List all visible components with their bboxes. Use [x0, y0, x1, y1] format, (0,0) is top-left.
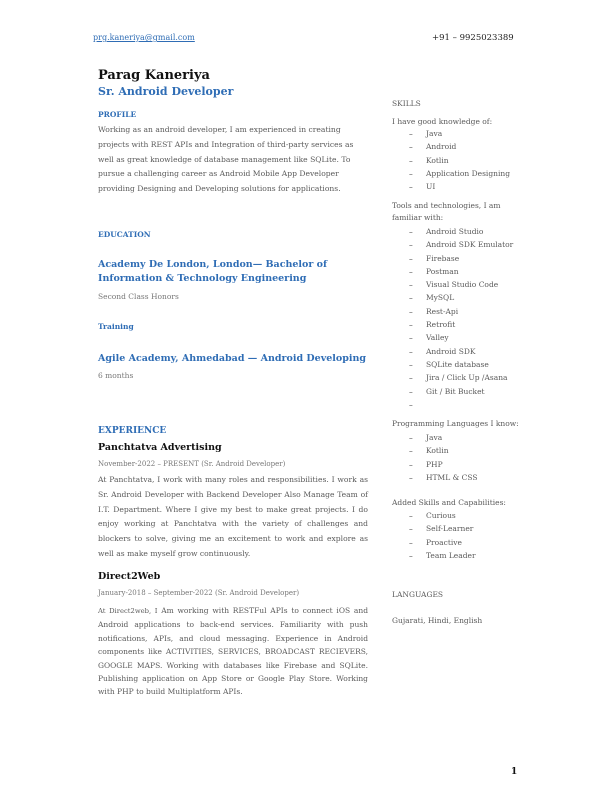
experience-heading: EXPERIENCE — [98, 426, 167, 436]
list-item: – Git / Bit Bucket — [392, 385, 532, 398]
list-item: – Visual Studio Code — [392, 278, 532, 291]
education-detail: Second Class Honors — [98, 292, 179, 301]
added-skills-intro: Added Skills and Capabilities: — [392, 498, 506, 507]
job-2-text-body: Am working with RESTFul APIs to connect iOS and Android applications to back-end services. Familiarity with push notifications, APIs, and cloud messaging. Experience in Android components like ACTIVITIES, SERVICES, BROADCAST RECIEVERS, GOOGLE MAPS. Working with databases like Firebase and SQLite. Publishing application on App Store or Google Play Store. Working with PHP to build Multiplatform APIs. — [98, 606, 368, 697]
tools-intro: Tools and technologies, I am familiar with: — [392, 201, 501, 222]
phone-number: +91 – 9925023389 — [432, 33, 514, 43]
profile-heading: PROFILE — [98, 110, 137, 119]
profile-text: Working as an android developer, I am experienced in creating projects with REST APIs and Integration of third-party services as well as great knowledge of database management like SQLite. To pursue a challenging career as Android Mobile App Developer providing Designing and Developing solutions for applications. — [98, 125, 354, 194]
list-item: – Kotlin — [392, 444, 532, 457]
list-item: – Proactive — [392, 536, 532, 549]
candidate-name: Parag Kaneriya — [98, 68, 210, 83]
list-item: – UI — [392, 180, 532, 193]
prog-languages-list — [392, 431, 532, 484]
list-item: – Android SDK — [392, 345, 532, 358]
training-heading: Training — [98, 322, 134, 331]
tools-list — [392, 225, 532, 411]
job-1-meta: November-2022 – PRESENT (Sr. Android Developer) — [98, 460, 286, 468]
list-item: – Team Leader — [392, 549, 532, 562]
skills-heading: SKILLS — [392, 99, 421, 108]
prog-languages-intro: Programming Languages I know: — [392, 419, 519, 428]
list-item: – Android Studio — [392, 225, 532, 238]
list-item: – PHP — [392, 458, 532, 471]
job-1-text: At Panchtatva, I work with many roles and responsibilities. I work as Sr. Android Developer with Backend Developer Also Manage Team of I.T. Department. Where I give my best to make great projects. I do enjoy working at Panchtatva with the variety of challenges and blockers to solve, giving me an excitement to work and explore as well as make myself grow continuously. — [98, 475, 368, 558]
list-item: – Firebase — [392, 252, 532, 265]
knowledge-intro: I have good knowledge of: — [392, 117, 493, 126]
education-title: Academy De London, London— Bachelor of Information & Technology Engineering — [98, 259, 328, 284]
job-1-company: Panchtatva Advertising — [98, 442, 222, 453]
list-item: – Java — [392, 431, 532, 444]
list-item: – Valley — [392, 331, 532, 344]
list-item: – Retrofit — [392, 318, 532, 331]
list-item: – Jira / Click Up /Asana — [392, 371, 532, 384]
list-item: – Postman — [392, 265, 532, 278]
email-link[interactable]: prg.kaneriya@gmail.com — [93, 33, 195, 42]
page-number: 1 — [511, 767, 518, 777]
spoken-languages: Gujarati, Hindi, English — [392, 616, 483, 625]
job-2-text — [98, 604, 368, 699]
languages-heading: LANGUAGES — [392, 590, 444, 599]
list-item — [392, 398, 532, 411]
list-item: – HTML & CSS — [392, 471, 532, 484]
training-title: Agile Academy, Ahmedabad — Android Developing — [98, 353, 366, 364]
list-item: – Android — [392, 140, 532, 153]
candidate-role: Sr. Android Developer — [98, 85, 234, 98]
list-item: – Kotlin — [392, 154, 532, 167]
list-item: – Application Designing — [392, 167, 532, 180]
job-2-company: Direct2Web — [98, 571, 161, 582]
job-2-text-prefix: At Direct2web, I — [98, 607, 158, 615]
job-2-meta: January-2018 – September-2022 (Sr. Android Developer) — [98, 589, 300, 597]
list-item: – Rest-Api — [392, 305, 532, 318]
list-item: – Android SDK Emulator — [392, 238, 532, 251]
list-item: – Java — [392, 127, 532, 140]
list-item: – MySQL — [392, 291, 532, 304]
education-heading: EDUCATION — [98, 230, 151, 239]
list-item: – Curious — [392, 509, 532, 522]
list-item: – Self-Learner — [392, 522, 532, 535]
list-item: – SQLite database — [392, 358, 532, 371]
knowledge-list — [392, 127, 532, 193]
added-skills-list — [392, 509, 532, 562]
training-detail: 6 months — [98, 371, 134, 380]
